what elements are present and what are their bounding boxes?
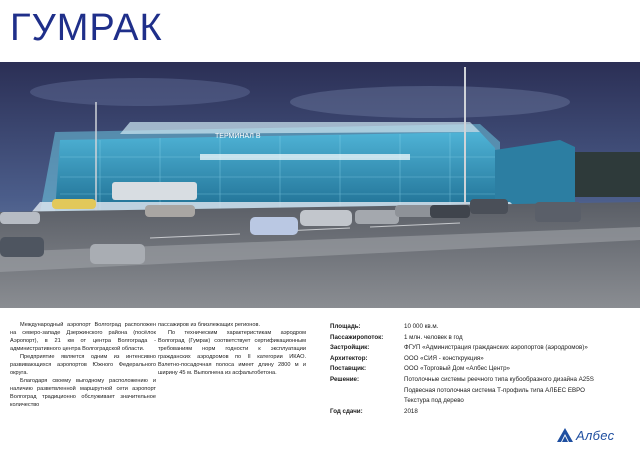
solution-line: Текстура под дерево [404, 397, 464, 405]
spec-label: Площадь: [330, 323, 361, 330]
spec-row-developer [330, 343, 636, 354]
spec-value: 1 млн. человек в год [404, 333, 463, 341]
spec-row-supplier [330, 364, 636, 375]
spec-label: Пассажиропоток: [330, 333, 384, 341]
description-paragraph: Предприятие является одним из интенсивно развивающихся аэропортов Южного Федерального округа. [10, 354, 156, 376]
description-column-1 [10, 321, 156, 409]
spec-label: Год сдачи: [330, 407, 363, 415]
description-paragraph: Благодаря своему выгодному расположению и наличию разветвленной маршрутной сети аэропорт Волгоград традиционно обслуживает значительное количество [10, 378, 156, 408]
description-paragraph: По техническим характеристикам аэродром Волгоград (Гумрак) соответствует сертификационным требованиям норм годности к эксплуатации гражданских аэродромов по II категории ИКАО. Взлетно-посадочная полоса имеет длину 2800 м и ширину 45 м. Выполнена из асфальтобетона. [158, 330, 306, 376]
spec-row-area [330, 322, 636, 333]
description-column-2 [158, 321, 306, 377]
spec-value: 10 000 кв.м. [404, 323, 439, 330]
spec-value: ООО «Торговый Дом «Албес Центр» [404, 365, 510, 373]
spec-label: Архитектор: [330, 354, 368, 362]
description-paragraph: Международный аэропорт Волгоград расположен на северо-западе Дзержинского района (посёлок Аэропорт), в 21 км от центра Волгограда - административного центра Волгоградской области. [10, 322, 156, 352]
solution-line: Подвесная потолочная система Т-профиль типа АЛБЕС ЕВРО [404, 386, 585, 394]
logo-text: Албес [576, 427, 615, 443]
terminal-sign: ТЕРМИНАЛ В [215, 133, 261, 140]
spec-row-year [330, 407, 636, 418]
spec-label: Застройщик: [330, 344, 370, 352]
page-title: ГУМРАК [10, 7, 163, 49]
spec-row-solution [330, 375, 636, 407]
spec-row-passenger-flow [330, 333, 636, 344]
terminal-illustration [0, 62, 640, 308]
albes-logo-icon [556, 427, 574, 443]
project-specs [330, 322, 636, 417]
albes-logo [556, 425, 632, 445]
spec-label: Поставщик: [330, 365, 367, 373]
spec-value: ФГУП «Администрация гражданских аэропортов (аэродромов)» [404, 344, 588, 352]
solution-line: Потолочные системы реечного типа кубообразного дизайна A25S [404, 375, 594, 383]
spec-label: Решение: [330, 375, 360, 383]
spec-value: ООО «СИЯ - консткрукция» [404, 354, 484, 362]
terminal-photo [0, 62, 640, 308]
description-paragraph: пассажиров из близлежащих регионов. [158, 322, 261, 328]
spec-value [404, 375, 636, 407]
spec-row-architect [330, 354, 636, 365]
spec-value: 2018 [404, 407, 418, 415]
